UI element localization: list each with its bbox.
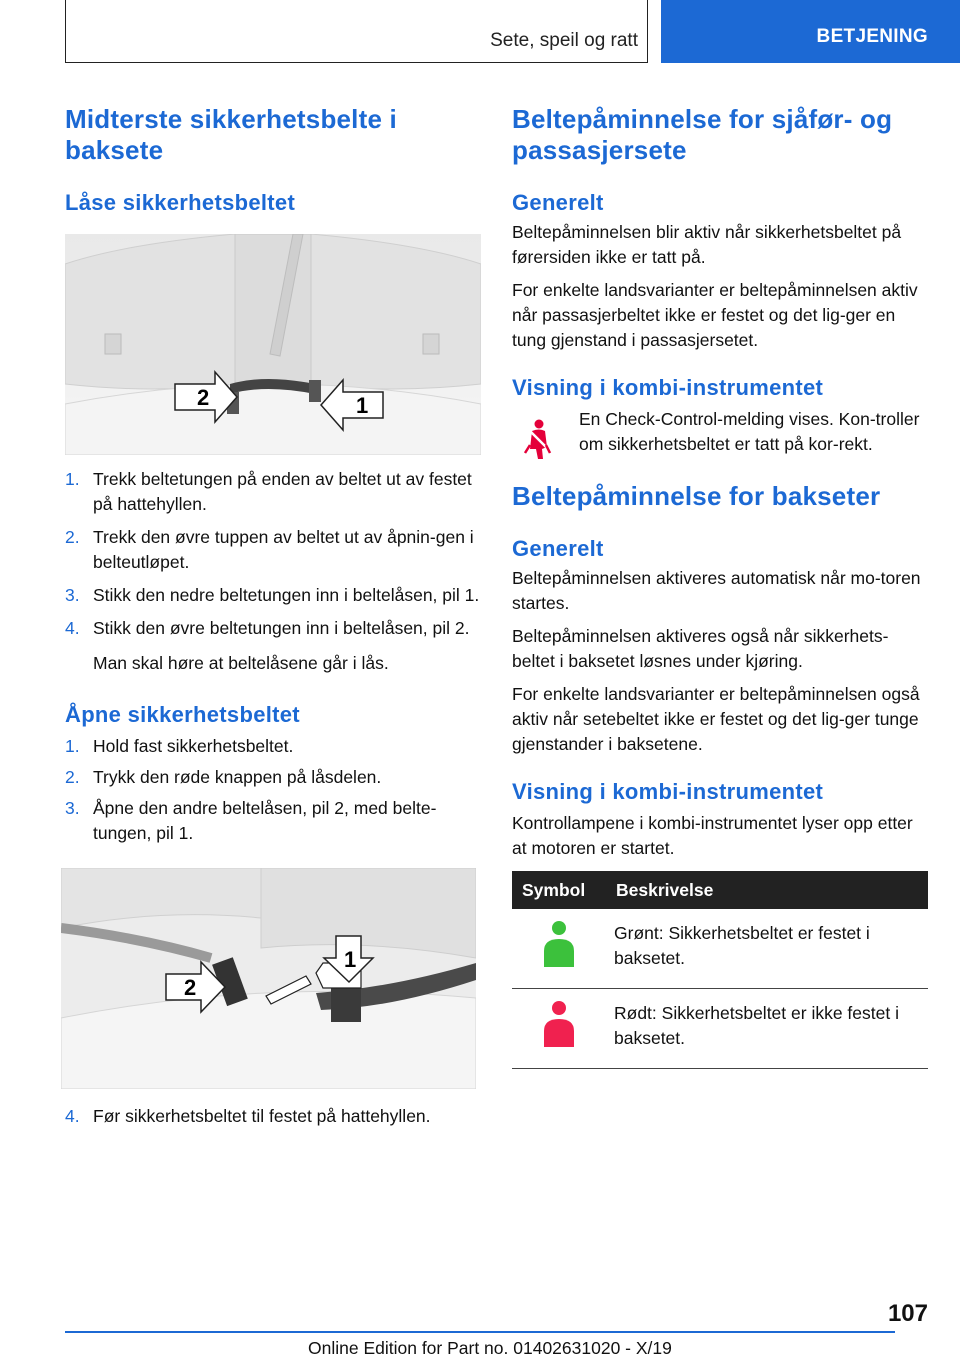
section-title-rear-reminder: Beltepåminnelse for bakseter	[512, 481, 881, 511]
table-header-description: Beskrivelse	[606, 871, 928, 909]
heading-display-1: Visning i kombi‐instrumentet	[512, 375, 824, 400]
heading-open-belt: Åpne sikkerhetsbeltet	[65, 702, 300, 727]
heading-lock-belt: Låse sikkerhetsbeltet	[65, 190, 296, 215]
arrow-label-1: 1	[356, 393, 369, 418]
arrow-label-2: 2	[197, 385, 210, 410]
heading-general-1: Generelt	[512, 190, 604, 215]
list-item	[65, 467, 481, 517]
table-row	[512, 909, 928, 989]
step-text: Stikk den øvre beltetungen inn i beltelåsen, pil 2.	[93, 618, 470, 638]
table-row	[512, 989, 928, 1069]
paragraph: Beltepåminnelsen aktiveres automatisk når mo‐toren startes.	[512, 568, 921, 613]
seat-occupant-green-icon	[542, 921, 576, 967]
illustration-open-belt	[61, 868, 476, 1089]
step-number: 3.	[65, 798, 80, 818]
step-number: 3.	[65, 585, 80, 605]
step-text: Trykk den røde knappen på låsdelen.	[93, 767, 382, 787]
section-title-middle-belt: Midterste sikkerhetsbelte i baksete	[65, 104, 397, 165]
step-text: Hold fast sikkerhetsbeltet.	[93, 736, 294, 756]
step-number: 1.	[65, 469, 80, 489]
right-column	[512, 104, 928, 1069]
step-text: Trekk beltetungen på enden av beltet ut av festet på hattehyllen.	[93, 469, 472, 514]
seatbelt-warning-icon	[522, 419, 554, 461]
paragraph: Kontrollampene i kombi-instrumentet lyser opp etter at motoren er startet.	[512, 813, 913, 858]
table-cell-symbol	[512, 909, 606, 989]
table-cell-description: Grønt: Sikkerhetsbeltet er festet i baksetet.	[606, 909, 928, 989]
page-number: 107	[887, 1300, 928, 1327]
paragraph: Beltepåminnelsen blir aktiv når sikkerhetsbeltet på førersiden ikke er tatt på.	[512, 222, 902, 267]
list-item	[65, 616, 481, 676]
list-item	[65, 1104, 481, 1129]
step-note: Man skal høre at beltelåsene går i lås.	[93, 653, 389, 673]
paragraph: For enkelte landsvarianter er beltepåminnelsen aktiv når passasjerbeltet ikke er festet og det lig‐ger en tung gjenstand i passasjersetet.	[512, 280, 918, 350]
paragraph: For enkelte landsvarianter er beltepåminnelsen også aktiv når setebeltet ikke er festet og det lig‐ger tunge gjenstander i baksetene.	[512, 684, 920, 754]
step-number: 2.	[65, 527, 80, 547]
heading-general-2: Generelt	[512, 536, 604, 561]
step-number: 1.	[65, 736, 80, 756]
step-text: Før sikkerhetsbeltet til festet på hattehyllen.	[93, 1106, 431, 1126]
step-text: Trekk den øvre tuppen av beltet ut av åpnin‐gen i belteutløpet.	[93, 527, 474, 572]
step-number: 4.	[65, 1106, 80, 1126]
paragraph: Beltepåminnelsen aktiveres også når sikkerhets‐beltet i baksetet løsnes under kjøring.	[512, 626, 889, 671]
table-cell-symbol	[512, 989, 606, 1069]
arrow-label-2: 2	[184, 975, 197, 1000]
lock-steps-list	[65, 467, 481, 676]
check-control-text: En Check-Control-melding vises. Kon‐troller om sikkerhetsbeltet er tatt på kor‐rekt.	[579, 409, 920, 454]
check-control-note	[512, 407, 928, 457]
left-column	[65, 104, 481, 1137]
list-item	[65, 734, 481, 759]
table-cell-description: Rødt: Sikkerhetsbeltet er ikke festet i baksetet.	[606, 989, 928, 1069]
section-title-front-reminder: Beltepåminnelse for sjåfør- og passasjersete	[512, 104, 893, 165]
footer-edition: Online Edition for Part no. 01402631020 - X/19	[308, 1338, 672, 1358]
open-steps-list-cont	[65, 1104, 481, 1129]
footer-divider	[65, 1331, 895, 1333]
seat-occupant-red-icon	[542, 1001, 576, 1047]
list-item	[65, 796, 481, 846]
header-section-title: Sete, speil og ratt	[490, 30, 638, 51]
step-number: 4.	[65, 618, 80, 638]
header-chapter-tab: BETJENING	[661, 0, 960, 63]
heading-display-2: Visning i kombi‐instrumentet	[512, 779, 824, 804]
list-item	[65, 525, 481, 575]
illustration-lock-belt	[65, 234, 481, 455]
table-header-symbol: Symbol	[512, 871, 606, 909]
arrow-label-1: 1	[344, 947, 357, 972]
symbol-table	[512, 871, 928, 1069]
list-item	[65, 765, 481, 790]
list-item	[65, 583, 481, 608]
open-steps-list	[65, 734, 481, 846]
step-number: 2.	[65, 767, 80, 787]
step-text: Stikk den nedre beltetungen inn i beltelåsen, pil 1.	[93, 585, 480, 605]
step-text: Åpne den andre beltelåsen, pil 2, med belte‐tungen, pil 1.	[93, 798, 437, 843]
